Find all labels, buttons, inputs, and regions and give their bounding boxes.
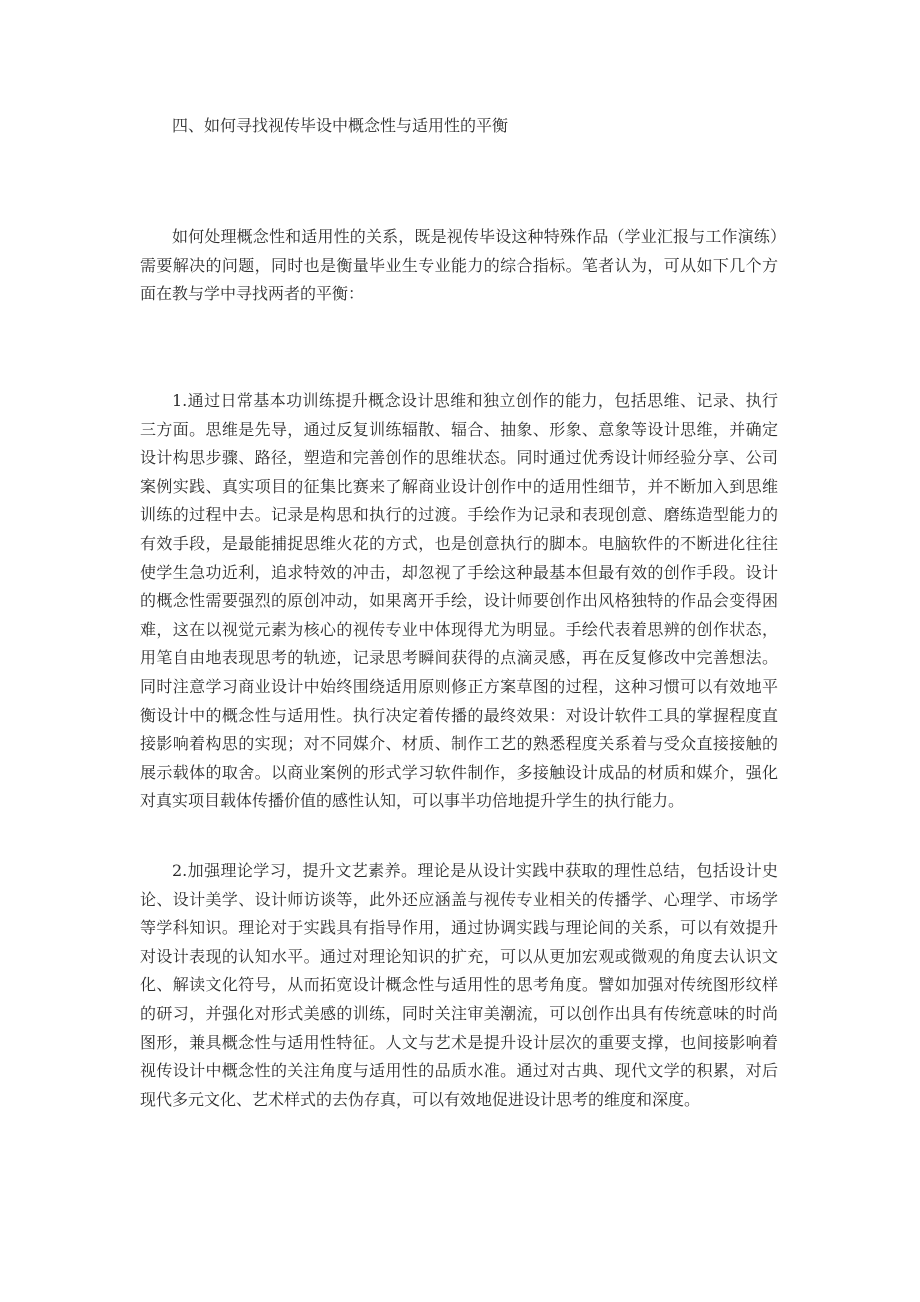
point-1-paragraph: 1.通过日常基本功训练提升概念设计思维和独立创作的能力，包括思维、记录、执行三方面。思维是先导，通过反复训练辐散、辐合、抽象、形象、意象等设计思维，并确定设计构思步骤、路径，塑造和完善创作的思维状态。同时通过优秀设计师经验分享、公司案例实践、真实项目的征集比赛来了解商业设计创作中的适用性细节，并不断加入到思维训练的过程中去。记录是构思和执行的过渡。手绘作为记录和表现创意、磨练造型能力的有效手段，是最能捕捉思维火花的方式，也是创意执行的脚本。电脑软件的不断进化往往使学生急功近利，追求特效的冲击，却忽视了手绘这种最基本但最有效的创作手段。设计的概念性需要强烈的原创冲动，如果离开手绘，设计师要创作出风格独特的作品会变得困难，这在以视觉元素为核心的视传专业中体现得尤为明显。手绘代表着思辨的创作状态，用笔自由地表现思考的轨迹，记录思考瞬间获得的点滴灵感，再在反复修改中完善想法。同时注意学习商业设计中始终围绕适用原则修正方案草图的过程，这种习惯可以有效地平衡设计中的概念性与适用性。执行决定着传播的最终效果：对设计软件工具的掌握程度直接影响着构思的实现；对不同媒介、材质、制作工艺的熟悉程度关系着与受众直接接触的展示载体的取舍。以商业案例的形式学习软件制作，多接触设计成品的材质和媒介，强化对真实项目载体传播价值的感性认知，可以事半功倍地提升学生的执行能力。 <box>140 391 778 811</box>
point-2-paragraph: 2.加强理论学习，提升文艺素养。理论是从设计实践中获取的理性总结，包括设计史论、设计美学、设计师访谈等，此外还应涵盖与视传专业相关的传播学、心理学、市场学等学科知识。理论对于实践具有指导作用，通过协调实践与理论间的关系，可以有效提升对设计表现的认知水平。通过对理论知识的扩充，可以从更加宏观或微观的角度去认识文化、解读文化符号，从而拓宽设计概念性与适用性的思考角度。譬如加强对传统图形纹样的研习，并强化对形式美感的训练，同时关注审美潮流，可以创作出具有传统意味的时尚图形，兼具概念性与适用性特征。人文与艺术是提升设计层次的重要支撑，也间接影响着视传设计中概念性的关注角度与适用性的品质水准。通过对古典、现代文学的积累，对后现代多元文化、艺术样式的去伪存真，可以有效地促进设计思考的维度和深度。 <box>140 861 778 1109</box>
intro-paragraph: 如何处理概念性和适用性的关系，既是视传毕设这种特殊作品（学业汇报与工作演练）需要解决的问题，同时也是衡量毕业生专业能力的综合指标。笔者认为，可从如下几个方面在教与学中寻找两者的平衡： <box>140 227 778 304</box>
section-heading: 四、如何寻找视传毕设中概念性与适用性的平衡 <box>172 116 509 135</box>
